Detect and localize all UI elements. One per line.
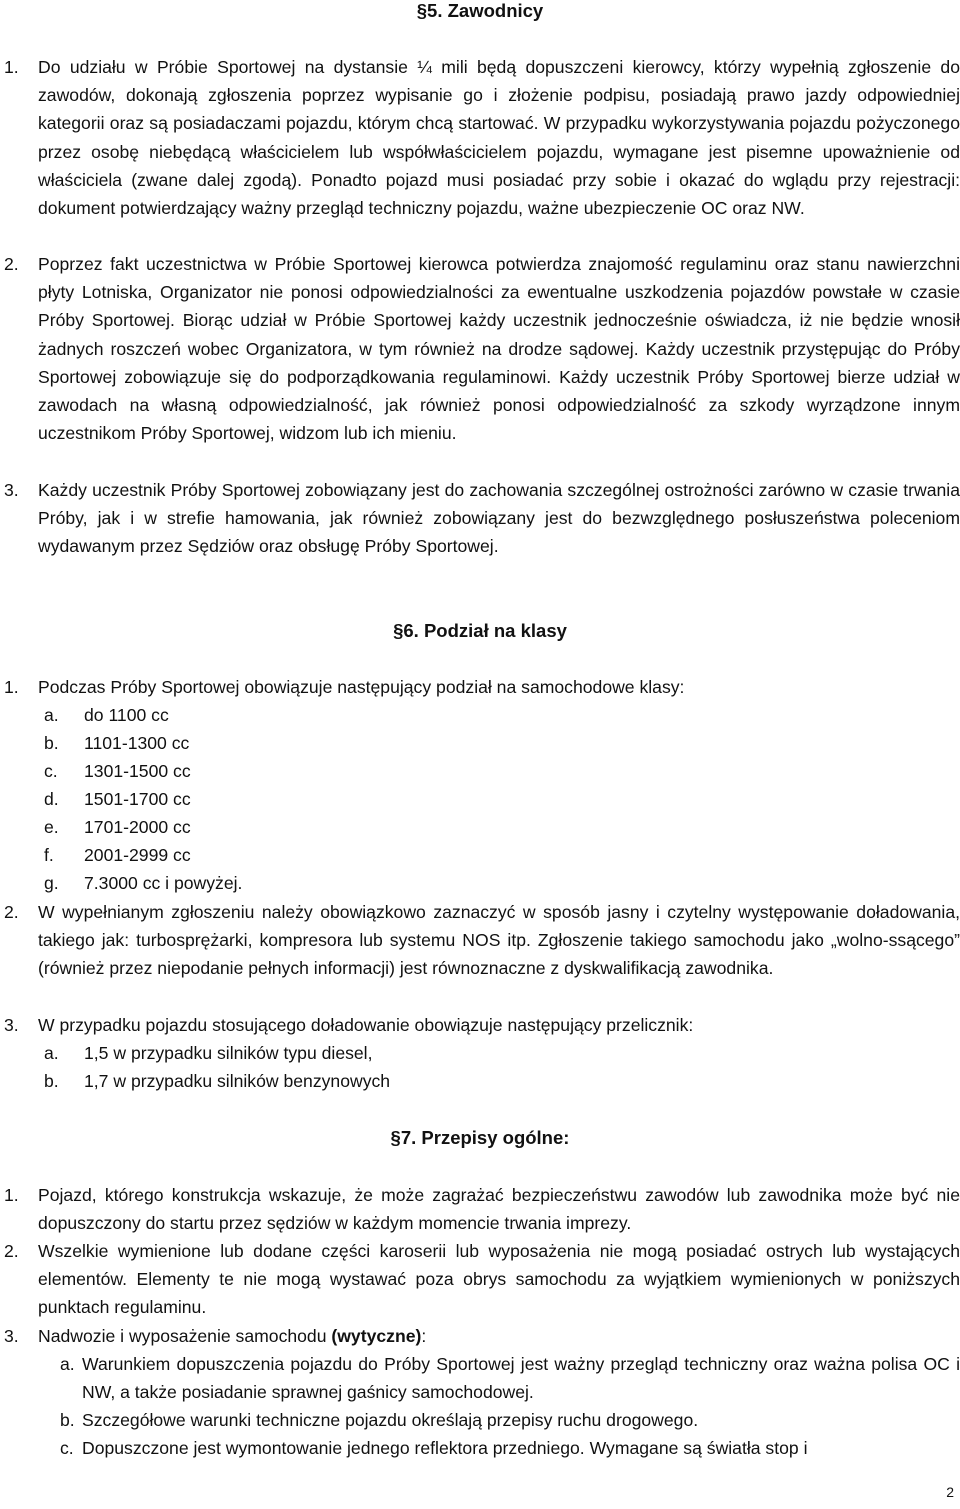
class-letter: f.	[44, 845, 54, 865]
class-letter: g.	[44, 873, 59, 893]
sub-letter: c.	[60, 1438, 74, 1458]
class-letter: b.	[44, 733, 59, 753]
sub-text: Dopuszczone jest wymontowanie jednego reflektora przedniego. Wymagane są światła stop i	[82, 1438, 808, 1458]
section-6-heading: §6. Podział na klasy	[393, 620, 567, 641]
multiplier-letter: b.	[44, 1071, 59, 1091]
page-number: 2	[946, 1484, 954, 1500]
class-text: 1701-2000 cc	[84, 817, 191, 837]
item-text-bold: (wytyczne)	[331, 1326, 422, 1346]
item-number: 3.	[4, 480, 19, 500]
item-number: 2.	[4, 254, 19, 274]
multiplier-text: 1,7 w przypadku silników benzynowych	[84, 1071, 391, 1091]
item-number: 1.	[4, 1185, 19, 1205]
class-letter: c.	[44, 761, 58, 781]
item-text	[38, 1322, 960, 1350]
multiplier-letter: a.	[44, 1043, 59, 1063]
item-text-plain: Nadwozie i wyposażenie samochodu	[38, 1326, 332, 1346]
item-number: 2.	[4, 902, 19, 922]
class-text: do 1100 cc	[84, 705, 169, 725]
item-text: Pojazd, którego konstrukcja wskazuje, że może zagrażać bezpieczeństwu zawodów lub zawodnika może być nie dopuszczony do startu przez sędziów w każdym momencie trwania imprezy.	[38, 1185, 960, 1234]
item-text: Poprzez fakt uczestnictwa w Próbie Sportowej kierowca potwierdza znajomość regulaminu oraz stanu nawierzchni płyty Lotniska, Organizator nie ponosi odpowiedzialności za ewentualne uszkodzenia pojazdów powstałe w czasie Próby Sportowej. Biorąc udział w Próbie Sportowej każdy uczestnik jednocześnie oświadcza, iż nie będzie wnosił żadnych roszczeń wobec Organizatora, w tym również na drodze sądowej. Każdy uczestnik przystępując do Próby Sportowej zobowiązuje się do podporządkowania regulaminowi. Każdy uczestnik Próby Sportowej bierze udział w zawodach na własną odpowiedzialność, jak również ponosi odpowiedzialność za szkody wyrządzone innym uczestnikom Próby Sportowej, widzom lub ich mieniu.	[38, 254, 960, 444]
sub-text: Szczegółowe warunki techniczne pojazdu określają przepisy ruchu drogowego.	[82, 1410, 699, 1430]
item-number: 1.	[4, 677, 19, 697]
section-7-heading: §7. Przepisy ogólne:	[390, 1127, 570, 1148]
class-letter: d.	[44, 789, 59, 809]
class-text: 7.3000 cc i powyżej.	[84, 873, 243, 893]
class-text: 1501-1700 cc	[84, 789, 191, 809]
item-number: 3.	[4, 1326, 19, 1346]
item-text: Podczas Próby Sportowej obowiązuje następujący podział na samochodowe klasy:	[38, 677, 685, 697]
sub-letter: b.	[60, 1410, 75, 1430]
class-text: 1301-1500 cc	[84, 761, 191, 781]
class-letter: a.	[44, 705, 59, 725]
class-text: 1101-1300 cc	[84, 733, 190, 753]
class-text: 2001-2999 cc	[84, 845, 191, 865]
item-text: Do udziału w Próbie Sportowej na dystansie ¼ mili będą dopuszczeni kierowcy, którzy wypełnią zgłoszenie do zawodów, dokonają zgłoszenia poprzez wypisanie go i złożenie podpisu, posiadają prawo jazdy odpowiedniej kategorii oraz są posiadaczami pojazdu, którym chcą startować. W przypadku wykorzystywania pojazdu pożyczonego przez osobę niebędącą właścicielem lub współwłaścicielem pojazdu, wymagane jest pisemne upoważnienie od właściciela (zwane dalej zgodą). Ponadto pojazd musi posiadać przy sobie i okazać do wglądu przy rejestracji: dokument potwierdzający ważny przegląd techniczny pojazdu, ważne ubezpieczenie OC oraz NW.	[38, 57, 960, 219]
section-5-heading: §5. Zawodnicy	[416, 0, 544, 21]
item-text: W przypadku pojazdu stosującego doładowanie obowiązuje następujący przelicznik:	[38, 1015, 694, 1035]
item-text: Wszelkie wymienione lub dodane części karoserii lub wyposażenia nie mogą posiadać ostrych lub wystających elementów. Elementy te nie mogą wystawać poza obrys samochodu za wyjątkiem wymienionych w poniższych punktach regulaminu.	[38, 1241, 960, 1318]
multiplier-text: 1,5 w przypadku silników typu diesel,	[84, 1043, 373, 1063]
item-number: 2.	[4, 1241, 19, 1261]
class-letter: e.	[44, 817, 59, 837]
item-number: 3.	[4, 1015, 19, 1035]
item-number: 1.	[4, 57, 19, 77]
sub-text: Warunkiem dopuszczenia pojazdu do Próby Sportowej jest ważny przegląd techniczny oraz ważna polisa OC i NW, a także posiadanie sprawnej gaśnicy samochodowej.	[82, 1354, 960, 1403]
item-text: W wypełnianym zgłoszeniu należy obowiązkowo zaznaczyć w sposób jasny i czytelny występowanie doładowania, takiego jak: turbosprężarki, kompresora lub systemu NOS itp. Zgłoszenie takiego samochodu jako „wolno-ssącego” (również przez niepodanie pełnych informacji) jest równoznaczne z dyskwalifikacją zawodnika.	[38, 902, 960, 979]
item-text-end: :	[421, 1326, 427, 1346]
sub-letter: a.	[60, 1354, 75, 1374]
item-text: Każdy uczestnik Próby Sportowej zobowiązany jest do zachowania szczególnej ostrożności zarówno w czasie trwania Próby, jak i w strefie hamowania, jak również zobowiązany jest do bezwzględnego posłuszeństwa poleceniom wydawanym przez Sędziów oraz obsługę Próby Sportowej.	[38, 480, 960, 557]
